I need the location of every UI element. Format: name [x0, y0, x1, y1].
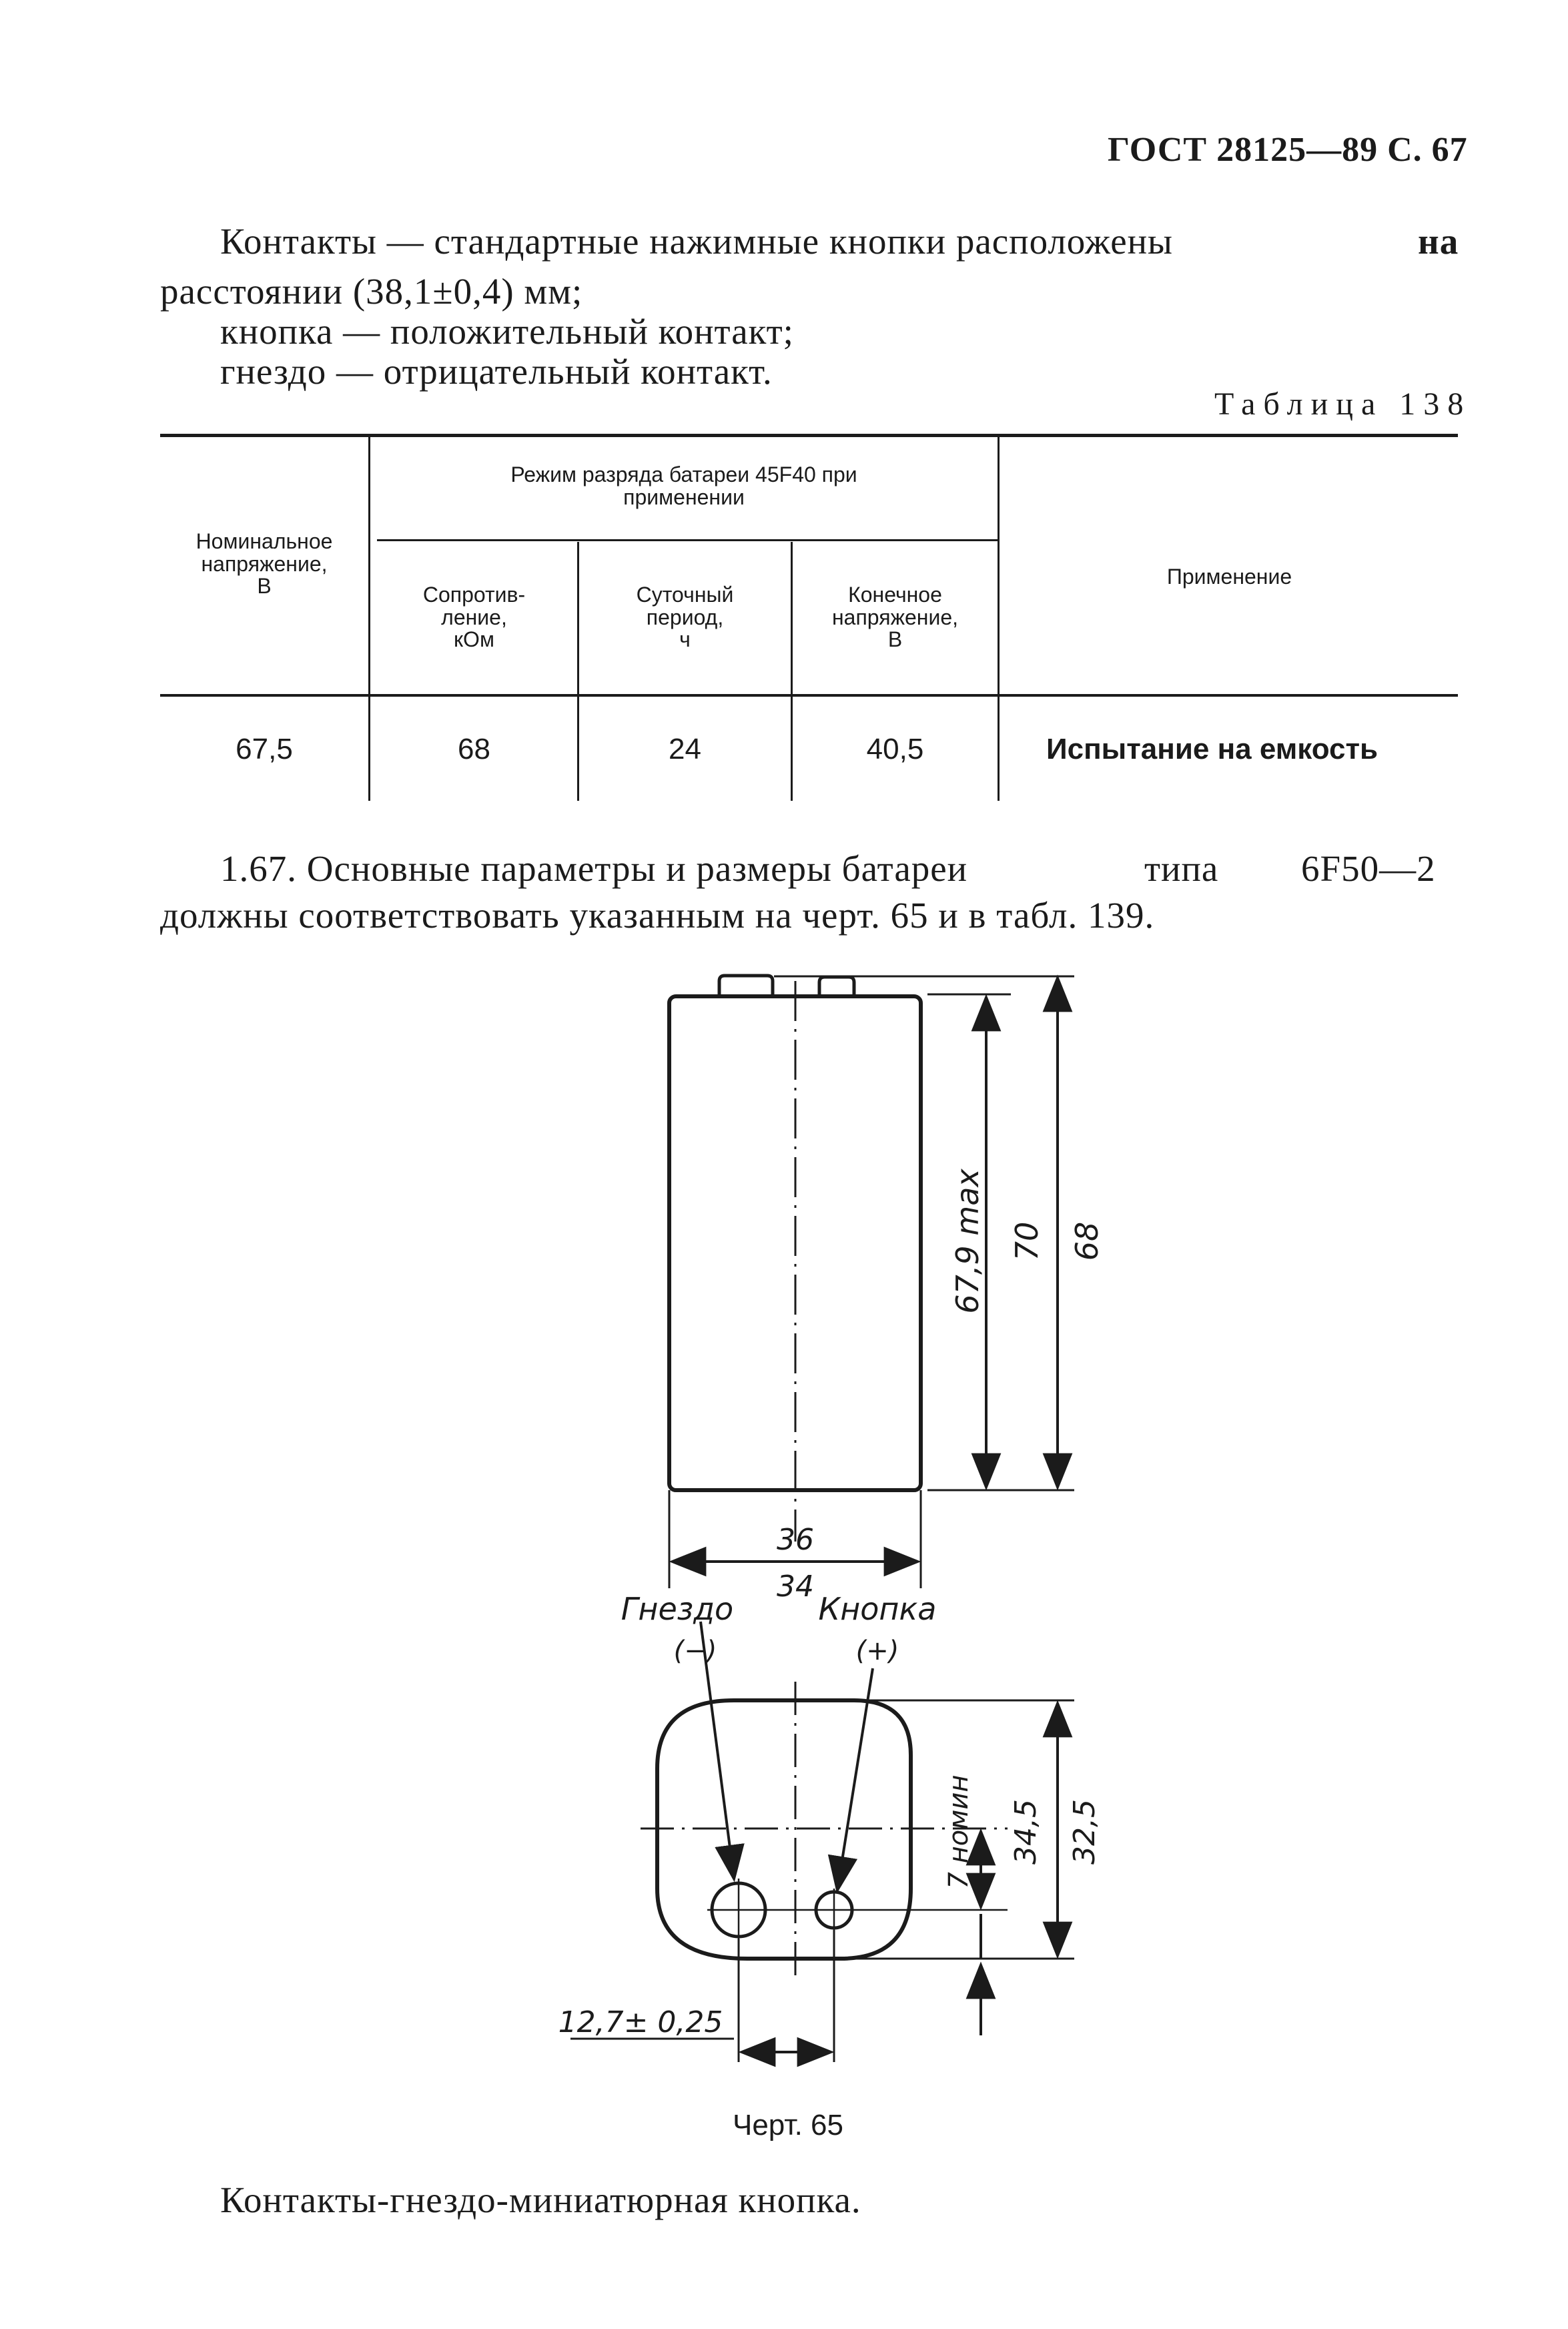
table-title: Таблица 138	[1214, 386, 1472, 422]
socket-sign: (−)	[673, 1636, 717, 1666]
section-line-2: должны соответствовать указанным на черт. 65 и в табл. 139.	[160, 895, 1155, 936]
battery-top-view	[570, 1622, 1074, 2062]
figure-caption: Черт. 65	[733, 2109, 843, 2141]
button-label: Кнопка	[818, 1591, 937, 1627]
th-nominal-voltage: Номинальное напряжение, В	[195, 529, 333, 599]
button-sign: (+)	[855, 1636, 899, 1666]
dim-68-label: 68	[1069, 1221, 1105, 1261]
intro-line-1: Контакты — стандартные нажимные кнопки расположены	[220, 221, 1174, 262]
cell-daily-period: 24	[669, 733, 701, 765]
cell-nominal-voltage: 67,5	[236, 733, 293, 765]
intro-line-2: расстоянии (38,1±0,4) мм;	[160, 271, 583, 312]
cell-application: Испытание на емкость	[1046, 733, 1379, 765]
dim-12-7-label: 12,7± 0,25	[558, 2005, 723, 2039]
button-terminal	[819, 977, 854, 996]
section-line-1c: 6F50—2	[1301, 848, 1436, 889]
th-daily-period: Суточный период, ч	[636, 583, 734, 652]
th-end-voltage: Конечное напряжение, В	[832, 583, 958, 652]
section-line-1b: типа	[1144, 848, 1219, 889]
dim-34-label: 34	[777, 1570, 814, 1604]
th-resistance: Сопротив- ление, кОм	[422, 583, 526, 652]
dim-7-label: 7 номин	[943, 1774, 974, 1889]
battery-front-view	[669, 976, 1074, 1588]
dim-36-label: 36	[777, 1523, 814, 1557]
socket-terminal	[719, 976, 773, 996]
footer-text: Контакты-гнездо-миниатюрная кнопка.	[220, 2180, 861, 2220]
th-mode-group: Режим разряда батареи 45F40 при применении	[510, 462, 857, 509]
dim-67-9-label: 67,9 max	[949, 1169, 986, 1314]
dim-70-label: 70	[1009, 1221, 1045, 1261]
dim-34-5-label: 34,5	[1009, 1799, 1043, 1865]
dim-32-5-label: 32,5	[1068, 1799, 1102, 1865]
intro-line-1-end: на	[1418, 221, 1459, 262]
section-line-1a: 1.67. Основные параметры и размеры батареи	[220, 848, 968, 889]
intro-line-3: кнопка — положительный контакт;	[220, 311, 794, 352]
page-header: ГОСТ 28125—89 С. 67	[1108, 131, 1468, 169]
intro-line-4: гнездо — отрицательный контакт.	[220, 351, 773, 392]
socket-label: Гнездо	[621, 1591, 734, 1627]
cell-resistance: 68	[458, 733, 490, 765]
cell-end-voltage: 40,5	[866, 733, 924, 765]
th-application: Применение	[1166, 565, 1292, 589]
